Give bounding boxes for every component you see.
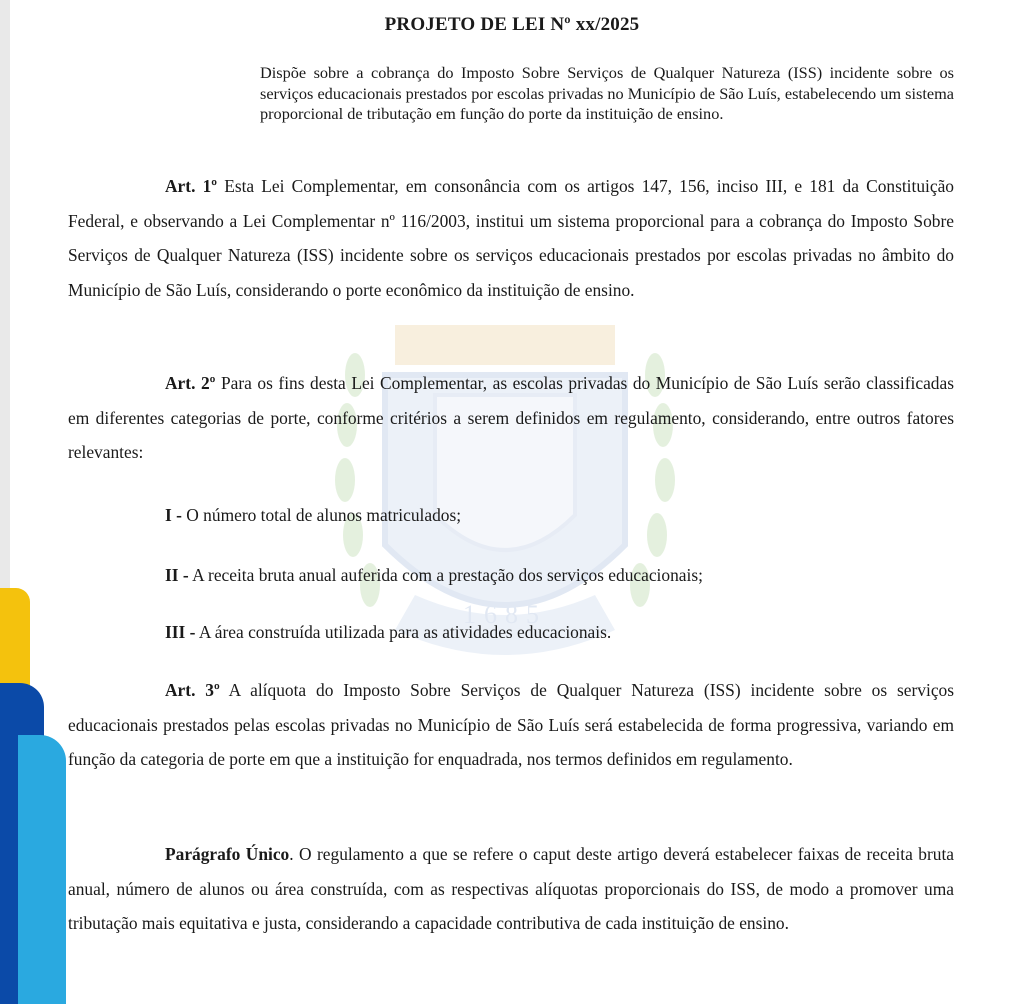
inciso-i-text: O número total de alunos matriculados; <box>181 505 462 525</box>
paragrafo-unico-text: . O regulamento a que se refere o caput deste artigo deverá estabelecer faixas de receita bruta anual, número de alunos ou área construída, com as respectivas alíquotas proporcionais do ISS, de modo a promover uma tributação mais equitativa e justa, considerando a capacidade contributiva de cada instituição de ensino. <box>68 844 954 934</box>
ementa: Dispõe sobre a cobrança do Imposto Sobre Serviços de Qualquer Natureza (ISS) incidente sobre os serviços educacionais prestados por escolas privadas no Município de São Luís, estabelecendo um sistema proporcional de tributação em função do porte da instituição de ensino. <box>260 63 954 123</box>
inciso-iii-label: III - <box>165 622 196 642</box>
article-2 <box>68 366 954 470</box>
article-3-text: A alíquota do Imposto Sobre Serviços de Qualquer Natureza (ISS) incidente sobre os serviços educacionais prestados pelas escolas privadas no Município de São Luís será estabelecida de forma progressiva, variando em função da categoria de porte em que a instituição for enquadrada, nos termos definidos em regulamento. <box>68 680 954 770</box>
inciso-i-label: I - <box>165 505 182 525</box>
article-1-label: Art. 1º <box>165 176 218 196</box>
inciso-i <box>165 503 461 527</box>
inciso-ii-label: II - <box>165 565 189 585</box>
watermark-year: 1685 <box>463 600 547 629</box>
decorative-stripe-cyan <box>18 735 66 1004</box>
inciso-iii <box>165 620 611 644</box>
paragrafo-unico <box>68 837 954 941</box>
inciso-iii-text: A área construída utilizada para as atividades educacionais. <box>195 622 612 642</box>
article-1 <box>68 169 954 308</box>
article-3 <box>68 673 954 777</box>
article-2-text: Para os fins desta Lei Complementar, as escolas privadas do Município de São Luís serão classificadas em diferentes categorias de porte, conforme critérios a serem definidos em regulamento, considerando, entre outros fatores relevantes: <box>68 373 954 463</box>
inciso-ii-text: A receita bruta anual auferida com a prestação dos serviços educacionais; <box>188 565 703 585</box>
article-1-text: Esta Lei Complementar, em consonância com os artigos 147, 156, inciso III, e 181 da Constituição Federal, e observando a Lei Complementar nº 116/2003, institui um sistema proporcional para a cobrança do Imposto Sobre Serviços de Qualquer Natureza (ISS) incidente sobre os serviços educacionais prestados por escolas privadas no âmbito do Município de São Luís, considerando o porte econômico da instituição de ensino. <box>68 176 955 301</box>
article-2-label: Art. 2º <box>165 373 216 393</box>
document-title: PROJETO DE LEI Nº xx/2025 <box>384 14 640 35</box>
paragrafo-unico-label: Parágrafo Único <box>165 844 290 864</box>
inciso-ii <box>165 563 703 587</box>
article-3-label: Art. 3º <box>165 680 220 700</box>
